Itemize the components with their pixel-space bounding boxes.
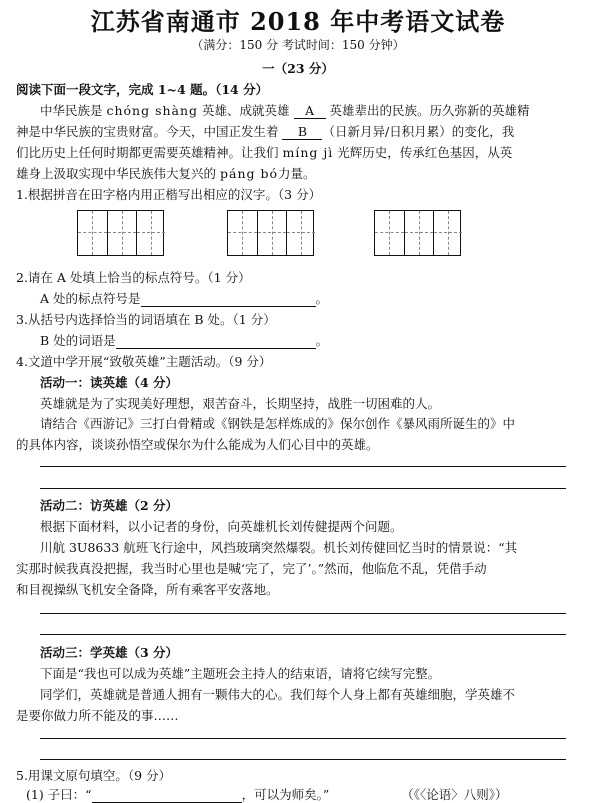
activity-1-line-2: 请结合《西游记》三打白骨精或《钢铁是怎样炼成的》保尔创作《暴风雨所诞生的》中 [40, 416, 516, 431]
q3-answer-line: B 处的词语是 。 [40, 333, 329, 348]
answer-line-3a[interactable] [40, 738, 566, 739]
passage-line-1: 中华民族是 chóng shàng 英雄、成就英雄 A 英雄辈出的民族。历久弥新的英雄精 [40, 103, 530, 118]
blank-b[interactable]: B [282, 124, 322, 140]
blank-a[interactable]: A [294, 103, 326, 119]
question-1: 1.根据拼音在田字格内用正楷写出相应的汉字。（3 分） [16, 187, 322, 202]
pinyin-mingji: míng jì [282, 145, 334, 160]
q5-item-1-blank[interactable] [92, 787, 242, 803]
question-4: 4.文道中学开展“致敬英雄”主题活动。（9 分） [16, 354, 272, 369]
activity-1-title: 活动一：读英雄（4 分） [40, 375, 179, 390]
tianzige-grid-1[interactable] [77, 210, 164, 256]
q2-answer-line: A 处的标点符号是 。 [40, 291, 329, 306]
pinyin-chongshang: chóng shàng [106, 103, 199, 118]
exam-title: 江苏省南通市 2018 年中考语文试卷 [90, 7, 506, 36]
answer-line-2a[interactable] [40, 613, 566, 614]
activity-2-line-3: 实那时候我真没把握，我当时心里也是喊‘完了，完了’。”然而，他临危不乱，凭借手动 [16, 561, 487, 576]
activity-2-line-1: 根据下面材料，以小记者的身份，向英雄机长刘传健提两个问题。 [40, 519, 403, 534]
pinyin-pangbo: páng bó [219, 166, 278, 181]
section-heading: 一（23 分） [262, 61, 334, 76]
passage-line-4: 雄身上汲取实现中华民族伟大复兴的 páng bó力量。 [16, 166, 316, 181]
answer-line-3b[interactable] [40, 759, 566, 760]
tianzige-grid-2[interactable] [227, 210, 314, 256]
activity-3-line-3: 是要你做力所不能及的事…… [16, 708, 179, 723]
answer-line-1b[interactable] [40, 488, 566, 489]
q3-answer-blank[interactable] [116, 333, 316, 349]
reading-instruction: 阅读下面一段文字，完成 1~4 题。（14 分） [16, 82, 269, 97]
activity-1-line-1: 英雄就是为了实现美好理想，艰苦奋斗，长期坚持，战胜一切困难的人。 [40, 396, 441, 411]
activity-2-line-2: 川航 3U8633 航班飞行途中，风挡玻璃突然爆裂。机长刘传健回忆当时的情景说：“其 [40, 540, 518, 555]
exam-subtitle: （满分：150 分 考试时间：150 分钟） [191, 38, 405, 52]
question-2: 2.请在 A 处填上恰当的标点符号。（1 分） [16, 270, 251, 285]
activity-1-line-3: 的具体内容，谈谈孙悟空或保尔为什么能成为人们心目中的英雄。 [16, 437, 379, 452]
activity-3-line-1: 下面是“我也可以成为英雄”主题班会主持人的结束语，请将它续写完整。 [40, 666, 441, 681]
passage-line-2: 神是中华民族的宝贵财富。今天，中国正发生着 B （日新月异/日积月累）的变化，我 [16, 124, 515, 139]
passage-line-3: 们比历史上任何时期都更需要英雄精神。让我们 míng jì 光辉历史，传承红色基因，从英 [16, 145, 513, 160]
answer-line-2b[interactable] [40, 634, 566, 635]
activity-2-title: 活动二：访英雄（2 分） [40, 498, 179, 513]
answer-line-1a[interactable] [40, 466, 566, 467]
activity-2-line-4: 和目视操纵飞机安全备降，所有乘客平安落地。 [16, 582, 279, 597]
q5-item-1: (1) 子曰：“ ，可以为师矣。” （《〈论语〉八则》） [26, 787, 508, 802]
question-3: 3.从括号内选择恰当的词语填在 B 处。（1 分） [16, 312, 276, 327]
tianzige-grid-3[interactable] [374, 210, 461, 256]
q2-answer-blank[interactable] [141, 291, 316, 307]
activity-3-title: 活动三：学英雄（3 分） [40, 645, 179, 660]
question-5: 5.用课文原句填空。（9 分） [16, 768, 172, 783]
activity-3-line-2: 同学们，英雄就是普通人拥有一颗伟大的心。我们每个人身上都有英雄细胞，学英雄不 [40, 687, 516, 702]
